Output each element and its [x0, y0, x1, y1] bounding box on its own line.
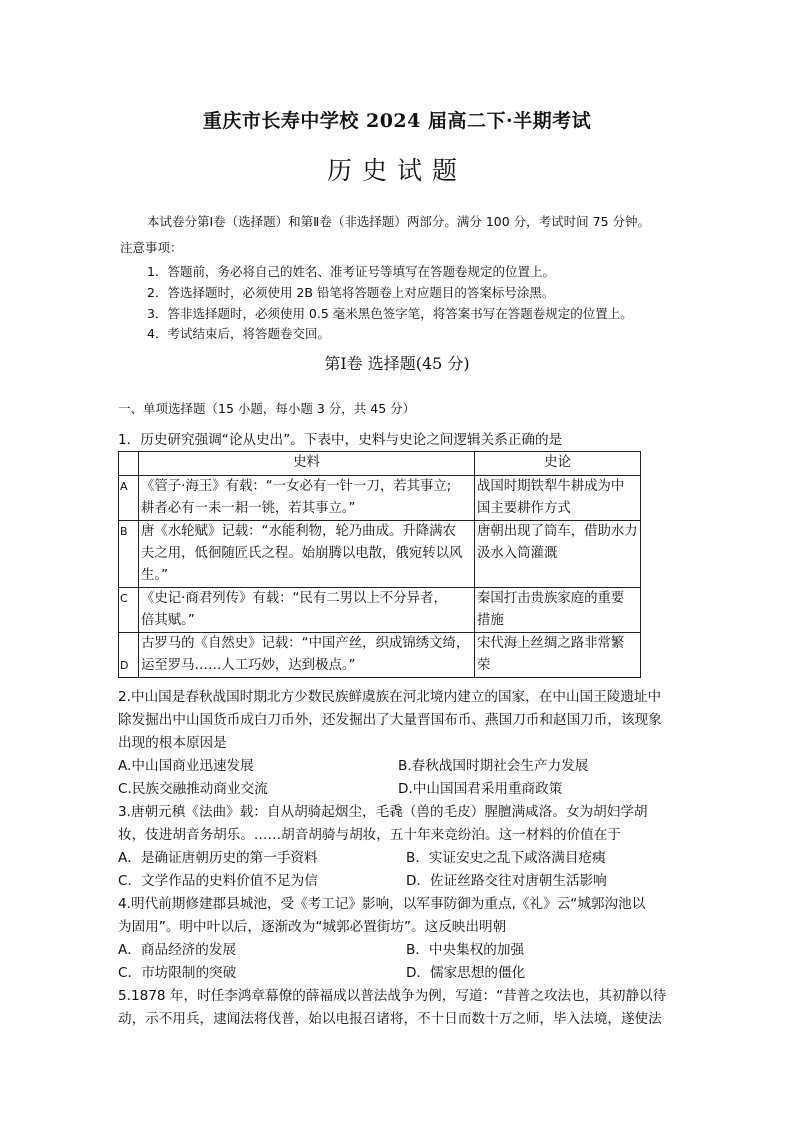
q4-option-d[interactable]: D．儒家思想的僵化	[406, 965, 526, 981]
claim-line: 国主要耕作方式	[477, 501, 571, 516]
source-line: 夫之用，低徊随匠氏之程。始崩腾以电散，俄宛转以风	[141, 546, 463, 561]
source-line: 运至罗马……人工巧妙，达到极点。”	[141, 658, 356, 673]
q1-stem: 1．历史研究强调“论从史出”。下表中，史料与史论之间逻辑关系正确的是	[118, 432, 563, 448]
source-line: 《史记·商君列传》有载：“民有二男以上不分异者，	[141, 591, 447, 606]
claim-line: 宋代海上丝绸之路非常繁	[477, 636, 625, 651]
q1-table	[118, 451, 641, 678]
table-header-claim: 史论	[475, 452, 641, 476]
source-line: 古罗马的《自然史》记载：“中国产丝，织成锦绣文绮，	[141, 636, 470, 651]
q2-stem-line: 除发掘出中山国货币成白刀币外，还发掘出了大量晋国布币、燕国刀币和赵国刀币，该现象	[118, 712, 662, 728]
note-item: 2．答选择题时，必须使用 2B 铅笔将答题卷上对应题目的答案标号涂黑。	[147, 285, 555, 300]
row-source	[139, 521, 475, 588]
source-line: 《管子·海王》有载：“一女必有一针一刀，若其事立;	[141, 479, 452, 494]
q2-option-c[interactable]: C.民族交融推动商业交流	[118, 781, 268, 797]
claim-line: 荣	[477, 658, 491, 673]
note-item: 4．考试结束后，将答题卷交回。	[147, 326, 330, 341]
note-item: 3．答非选择题时，必须使用 0.5 毫米黑色签字笔，将答案书写在答题卷规定的位置上。	[147, 306, 633, 321]
section-title: 第Ⅰ卷 选择题(45 分)	[324, 354, 470, 373]
row-label: A	[119, 476, 139, 521]
row-claim	[475, 633, 641, 678]
table-row	[119, 521, 641, 588]
q5-stem-line: 动，示不用兵，逮闻法将伐普，始以电报召诸将，不十日而数十万之师，毕入法境，遂使法	[118, 1011, 662, 1027]
q4-option-a[interactable]: A．商品经济的发展	[118, 942, 237, 958]
table-header-blank	[119, 452, 139, 476]
q2-stem-line: 2.中山国是春秋战国时期北方少数民族鲜虞族在河北境内建立的国家，在中山国王陵遗址中	[118, 689, 662, 705]
row-source	[139, 588, 475, 633]
q3-stem-line: 3.唐朝元稹《法曲》载：自从胡骑起烟尘，毛毳（兽的毛皮）腥膻满咸洛。女为胡妇学胡	[118, 804, 648, 820]
q3-option-c[interactable]: C．文学作品的史料价值不足为信	[118, 873, 318, 889]
claim-line: 秦国打击贵族家庭的重要	[477, 591, 625, 606]
row-claim	[475, 521, 641, 588]
claim-line: 战国时期铁犁牛耕成为中	[477, 479, 625, 494]
q2-stem-line: 出现的根本原因是	[118, 735, 227, 751]
source-line: 倍其赋。”	[141, 613, 195, 628]
row-label: D	[119, 633, 139, 678]
claim-line: 唐朝出现了筒车，借助水力	[477, 524, 638, 539]
exam-subtitle: 历史试题	[326, 156, 467, 185]
claim-line: 措施	[477, 613, 504, 628]
q2-option-b[interactable]: B.春秋战国时期社会生产力发展	[398, 758, 589, 774]
source-line: 生。”	[141, 568, 169, 583]
q2-option-a[interactable]: A.中山国商业迅速发展	[118, 758, 254, 774]
q4-stem-line: 4.明代前期修建郡县城池，受《考工记》影响，以军事防御为重点,《礼》云“城郭沟池以	[118, 896, 646, 912]
exam-intro: 本试卷分第Ⅰ卷（选择题）和第Ⅱ卷（非选择题）两部分。满分 100 分，考试时间 75 分钟。	[147, 214, 650, 229]
q3-option-d[interactable]: D．佐证丝路交往对唐朝生活影响	[406, 873, 607, 889]
q3-option-a[interactable]: A．是确证唐朝历史的第一手资料	[118, 850, 318, 866]
exam-title: 重庆市长寿中学校 2024 届高二下·半期考试	[202, 110, 592, 132]
table-row	[119, 476, 641, 521]
q3-stem-line: 妆，伎进胡音务胡乐。……胡音胡骑与胡妆，五十年来竞纷泊。这一材料的价值在于	[118, 827, 621, 843]
row-label: C	[119, 588, 139, 633]
q3-option-b[interactable]: B．实证安史之乱下咸洛满目疮痍	[406, 850, 606, 866]
row-source	[139, 476, 475, 521]
table-header-source: 史料	[139, 452, 475, 476]
source-line: 耕者必有一耒一耜一铫，若其事立。”	[141, 501, 356, 516]
q5-stem-line: 5.1878 年，时任李鸿章幕僚的薛福成以普法战争为例，写道：“昔普之攻法也，其初静以待	[118, 988, 667, 1004]
q4-option-b[interactable]: B．中央集权的加强	[406, 942, 525, 958]
notes-heading: 注意事项：	[120, 240, 183, 255]
section-part: 一、单项选择题（15 小题，每小题 3 分，共 45 分）	[118, 401, 416, 416]
q4-stem-line: 为固用”。明中叶以后，逐渐改为“城郭必置街坊”。这反映出明朝	[118, 919, 507, 935]
table-row	[119, 588, 641, 633]
table-header-row	[119, 452, 641, 476]
row-claim	[475, 588, 641, 633]
row-label: B	[119, 521, 139, 588]
q2-option-d[interactable]: D.中山国国君采用重商政策	[398, 781, 563, 797]
source-line: 唐《水轮赋》记载：“水能利物，轮乃曲成。升降满农	[141, 524, 456, 539]
table-row	[119, 633, 641, 678]
row-source	[139, 633, 475, 678]
q4-option-c[interactable]: C．市坊限制的突破	[118, 965, 237, 981]
row-claim	[475, 476, 641, 521]
claim-line: 汲水入筒灌溉	[477, 546, 558, 561]
note-item: 1．答题前，务必将自己的姓名、准考证号等填写在答题卷规定的位置上。	[147, 264, 555, 279]
